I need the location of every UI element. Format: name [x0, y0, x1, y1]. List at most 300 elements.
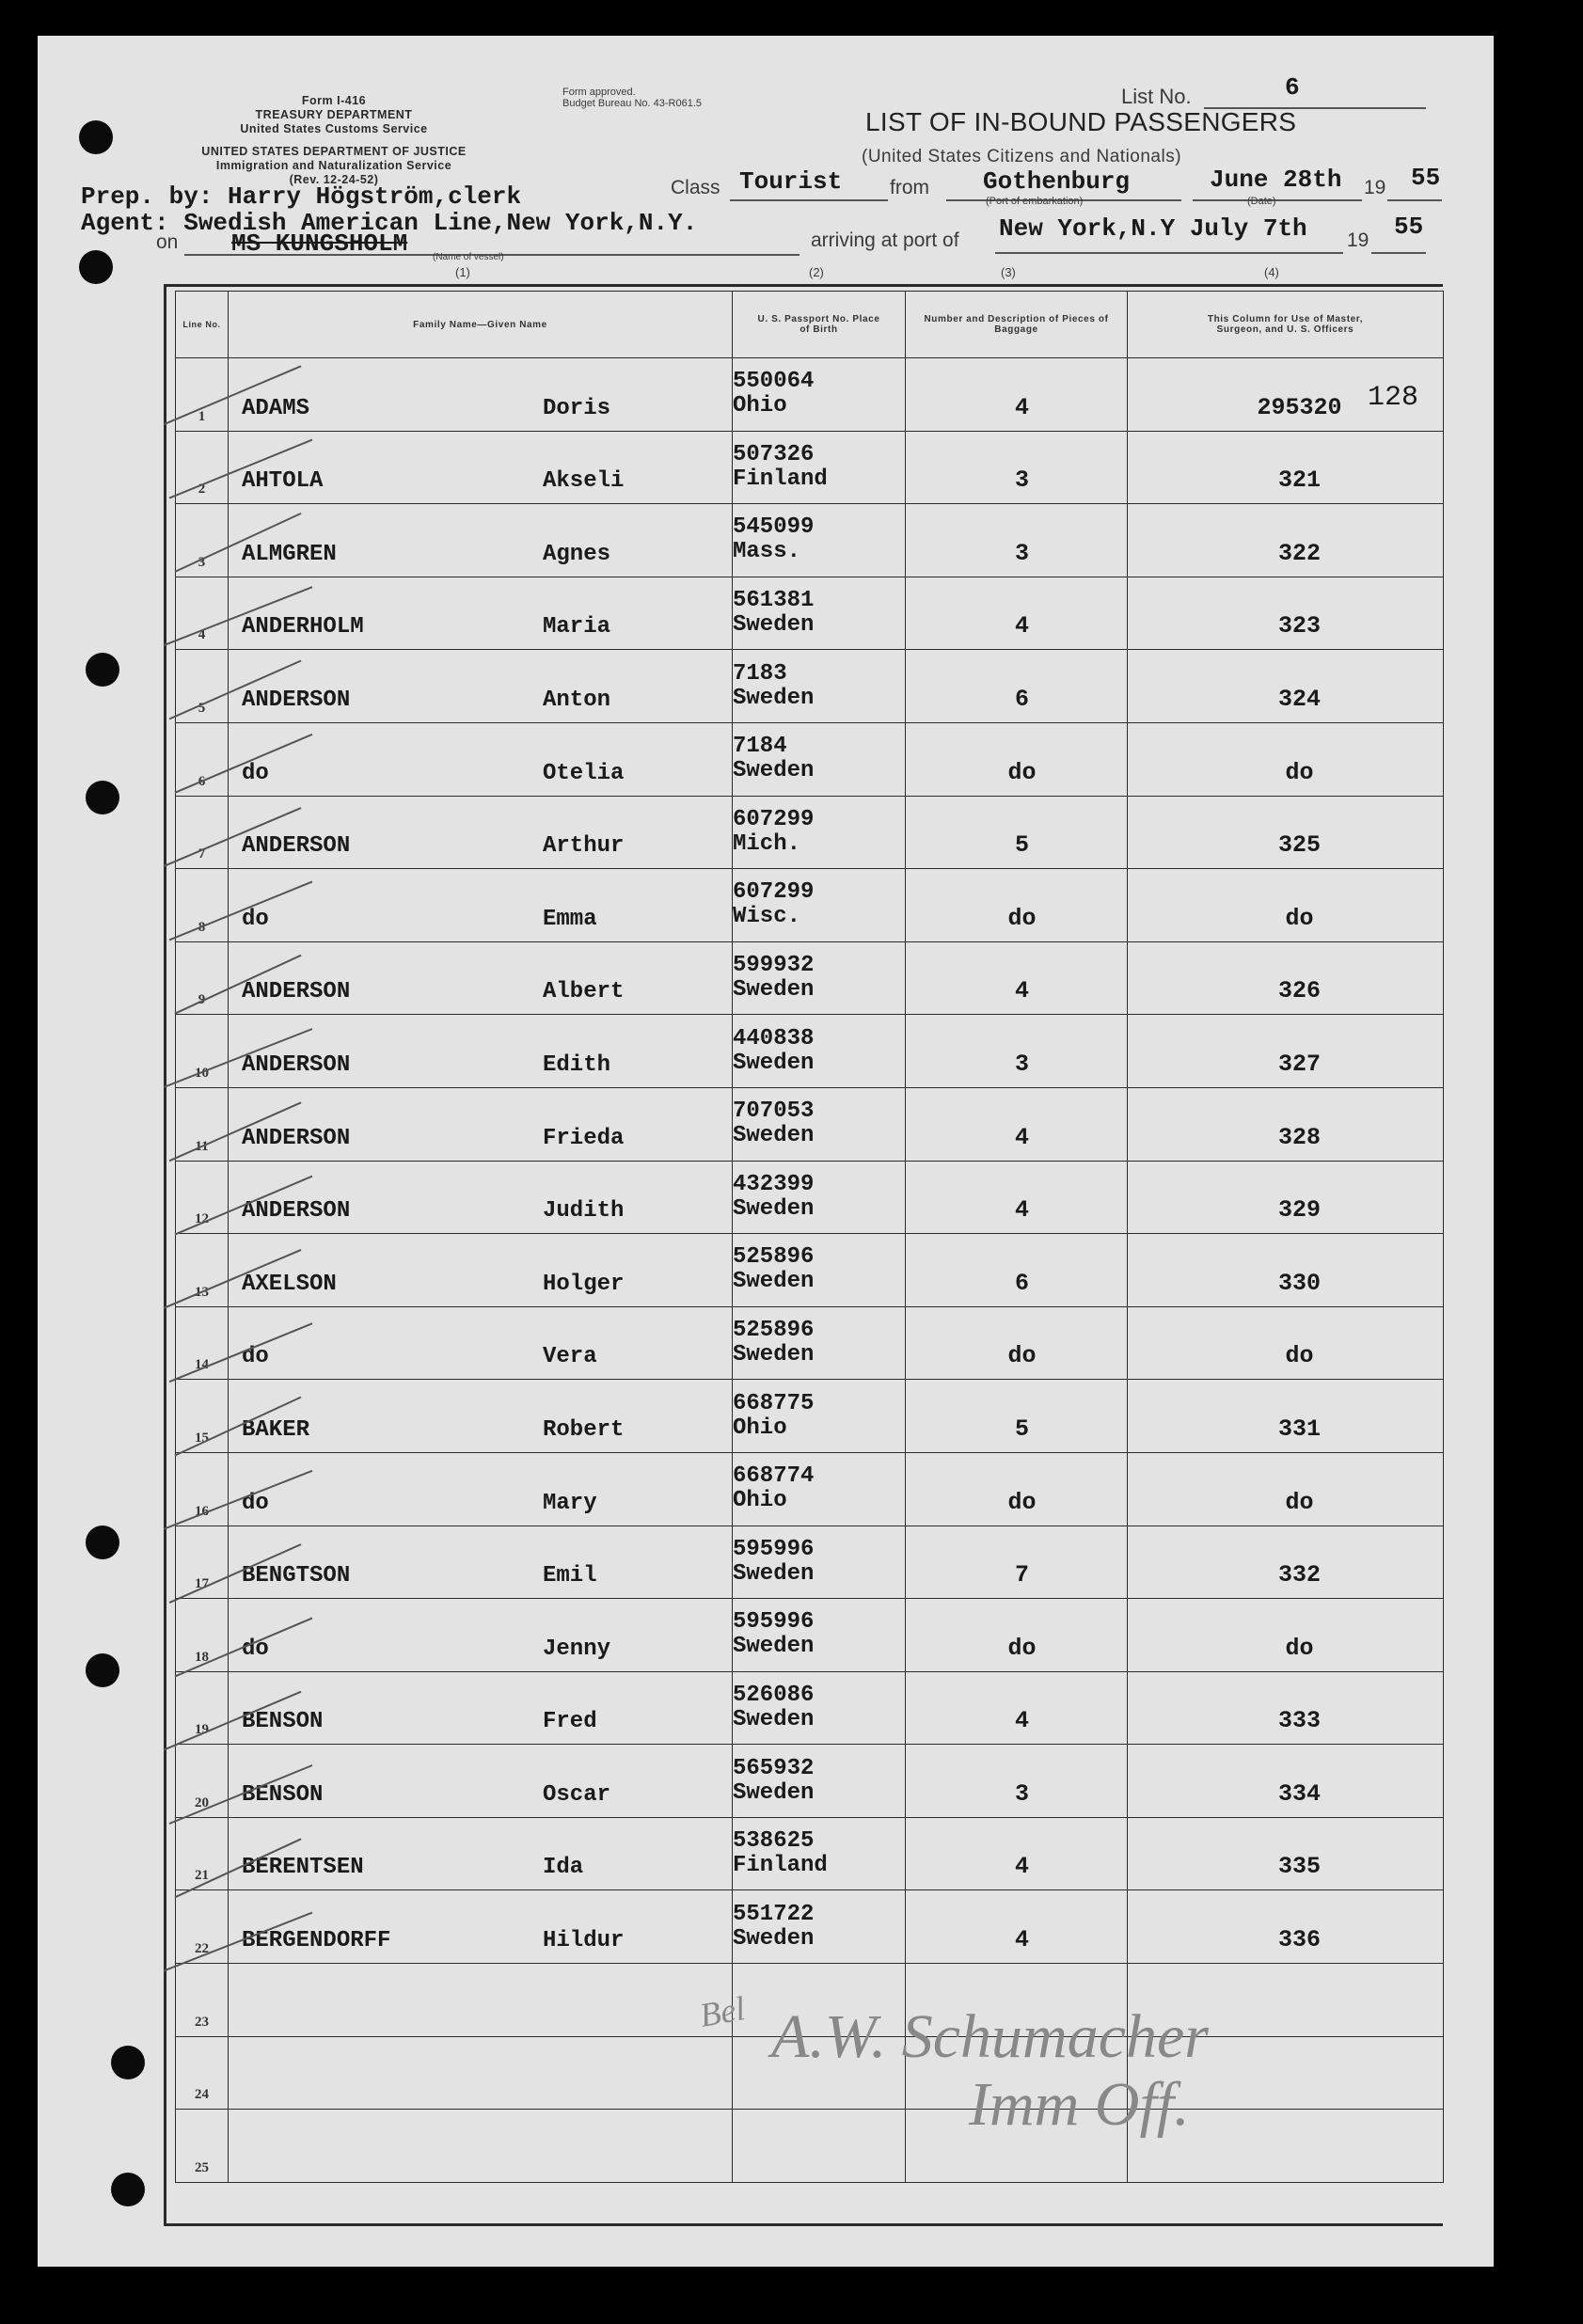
baggage-cell [906, 1015, 1128, 1088]
officer-number: 329 [1277, 1196, 1321, 1225]
place-of-birth: Sweden [733, 612, 815, 639]
baggage-cell [906, 1452, 1128, 1526]
line-number-value: 15 [195, 1430, 209, 1446]
officer-cell [1128, 1306, 1444, 1380]
col-num-3: (3) [1001, 265, 1016, 279]
officer-cell [1128, 1526, 1444, 1599]
baggage-count: 4 [1014, 1196, 1029, 1225]
name-cell [229, 2036, 733, 2110]
year-underline [1387, 199, 1442, 201]
date-caption: (Date) [1247, 196, 1276, 207]
officer-cell [1128, 1671, 1444, 1745]
passport-number: 7183 [733, 660, 787, 687]
passport-cell [733, 1452, 906, 1526]
departure-year: 55 [1411, 164, 1441, 192]
line-number-value: 20 [195, 1794, 209, 1810]
given-name: Akseli [543, 468, 625, 495]
binder-hole [111, 2173, 145, 2206]
treasury-department: TREASURY DEPARTMENT [255, 108, 413, 121]
binder-hole [111, 2046, 145, 2079]
passport-cell [733, 504, 906, 577]
name-cell [229, 1452, 733, 1526]
table-frame-left [164, 284, 166, 2223]
baggage-count: do [1007, 1488, 1037, 1516]
given-name: Agnes [543, 541, 611, 567]
binder-hole [79, 120, 113, 154]
baggage-cell [906, 941, 1128, 1015]
officer-number: do [1285, 1342, 1314, 1370]
passport-number: 507326 [733, 441, 815, 467]
passport-number: 545099 [733, 514, 815, 541]
line-number [176, 431, 229, 504]
passport-cell [733, 722, 906, 796]
baggage-cell [906, 1380, 1128, 1453]
place-of-birth: Sweden [733, 1779, 815, 1806]
family-name: BERENTSEN [242, 1855, 364, 1881]
passport-cell [733, 1599, 906, 1672]
table-row [176, 1234, 1444, 1307]
officer-number: 323 [1277, 612, 1321, 640]
baggage-cell [906, 1599, 1128, 1672]
binder-hole [86, 1653, 119, 1687]
baggage-count: do [1007, 758, 1037, 786]
baggage-cell [906, 796, 1128, 869]
passport-cell [733, 577, 906, 650]
officer-cell [1128, 431, 1444, 504]
given-name: Maria [543, 614, 611, 640]
family-name: BENGTSON [242, 1563, 351, 1589]
officer-number: do [1285, 758, 1314, 786]
baggage-cell [906, 650, 1128, 723]
given-name: Robert [543, 1416, 625, 1443]
family-name: AHTOLA [242, 468, 324, 495]
given-name: Otelia [543, 760, 625, 786]
name-cell [229, 1890, 733, 1964]
line-number [176, 1964, 229, 2037]
family-name: BAKER [242, 1416, 310, 1443]
line-number-value: 4 [198, 627, 206, 643]
passport-number: 551722 [733, 1901, 815, 1927]
table-row [176, 722, 1444, 796]
passport-number: 595996 [733, 1536, 815, 1562]
place-of-birth: Finland [733, 1853, 828, 1879]
place-of-birth: Ohio [733, 393, 787, 419]
officer-cell [1128, 722, 1444, 796]
line-number [176, 869, 229, 942]
vessel-name: MS KUNGSHOLM [231, 229, 408, 258]
given-name: Emma [543, 906, 597, 932]
baggage-count: 3 [1014, 539, 1029, 567]
table-row [176, 1890, 1444, 1964]
table-row [176, 1671, 1444, 1745]
passport-cell [733, 1526, 906, 1599]
passport-cell [733, 1015, 906, 1088]
passport-number: 668775 [733, 1390, 815, 1416]
officer-number: 322 [1277, 539, 1321, 567]
arriving-label: arriving at port of [811, 229, 959, 251]
line-number-value: 11 [195, 1138, 209, 1154]
line-number-value: 9 [198, 992, 206, 1008]
officer-cell [1128, 1817, 1444, 1890]
officer-cell [1128, 1452, 1444, 1526]
baggage-count: 7 [1014, 1561, 1029, 1589]
line-number [176, 1015, 229, 1088]
baggage-count: 6 [1014, 1269, 1029, 1297]
passport-cell [733, 869, 906, 942]
form-number: Form I-416 [301, 94, 367, 107]
name-cell [229, 722, 733, 796]
baggage-cell [906, 1671, 1128, 1745]
given-name: Anton [543, 687, 611, 713]
name-cell [229, 650, 733, 723]
line-number-value: 1 [198, 408, 206, 424]
line-number-value: 19 [195, 1722, 209, 1738]
name-cell [229, 1671, 733, 1745]
passport-number: 526086 [733, 1682, 815, 1708]
line-number [176, 941, 229, 1015]
baggage-cell [906, 358, 1128, 432]
family-name: ANDERSON [242, 833, 351, 860]
table-row [176, 941, 1444, 1015]
table-row [176, 1526, 1444, 1599]
col-num-2: (2) [809, 265, 824, 279]
family-name: ADAMS [242, 395, 310, 421]
line-number [176, 1817, 229, 1890]
baggage-cell [906, 1526, 1128, 1599]
officer-number: 328 [1277, 1123, 1321, 1151]
customs-service: United States Customs Service [240, 122, 428, 135]
line-number [176, 1745, 229, 1818]
baggage-cell [906, 1745, 1128, 1818]
col-num-1: (1) [455, 265, 470, 279]
given-name: Judith [543, 1198, 625, 1225]
line-number-value: 2 [198, 482, 206, 498]
name-cell [229, 1306, 733, 1380]
year-prefix-arrival: 19 [1347, 229, 1369, 251]
name-cell [229, 1380, 733, 1453]
line-number [176, 1306, 229, 1380]
passport-cell [733, 650, 906, 723]
table-row [176, 1015, 1444, 1088]
officer-number: 333 [1277, 1707, 1321, 1735]
class-label: Class [671, 177, 720, 198]
line-number [176, 1087, 229, 1161]
class-value: Tourist [739, 167, 843, 196]
table-row [176, 1599, 1444, 1672]
place-of-birth: Mich. [733, 830, 801, 857]
budget-bureau-number: Budget Bureau No. 43-R061.5 [562, 98, 702, 109]
line-number-value: 3 [198, 554, 206, 570]
officer-number: 332 [1277, 1561, 1321, 1589]
binder-hole [86, 653, 119, 687]
baggage-cell [906, 577, 1128, 650]
passport-cell [733, 1817, 906, 1890]
baggage-count: 4 [1014, 1123, 1029, 1151]
baggage-count: 4 [1014, 1707, 1029, 1735]
officer-number: do [1285, 1488, 1314, 1516]
baggage-count: 4 [1014, 612, 1029, 640]
port-embarkation: Gothenburg [983, 167, 1131, 196]
date-underline [1193, 199, 1362, 201]
binder-hole [86, 1526, 119, 1559]
name-cell [229, 1745, 733, 1818]
line-number-value: 16 [195, 1503, 209, 1519]
vessel-caption: (Name of vessel) [433, 252, 504, 262]
given-name: Albert [543, 979, 625, 1005]
header-line-no: Line No. [176, 292, 229, 358]
passport-number: 440838 [733, 1025, 815, 1051]
passport-number: 538625 [733, 1828, 815, 1855]
given-name: Mary [543, 1490, 597, 1516]
page-title: LIST OF IN-BOUND PASSENGERS [865, 107, 1297, 136]
family-name: do [242, 906, 269, 932]
baggage-cell [906, 504, 1128, 577]
line-number [176, 2110, 229, 2183]
line-number-value: 7 [198, 846, 206, 862]
family-name: BERGENDORFF [242, 1928, 391, 1954]
port-embarkation-caption: (Port of embarkation) [986, 196, 1084, 207]
baggage-cell [906, 1161, 1128, 1234]
margin-note: 128 [1368, 382, 1419, 414]
line-number [176, 722, 229, 796]
signature-prefix: Bel [696, 1989, 749, 2034]
agency-block [160, 145, 508, 187]
line-number [176, 1671, 229, 1745]
name-cell [229, 358, 733, 432]
table-row [176, 1161, 1444, 1234]
officer-cell [1128, 1087, 1444, 1161]
name-cell [229, 869, 733, 942]
name-cell [229, 577, 733, 650]
passport-cell [733, 796, 906, 869]
baggage-cell [906, 869, 1128, 942]
passenger-table [175, 291, 1444, 2183]
baggage-count: do [1007, 1634, 1037, 1662]
given-name: Vera [543, 1344, 597, 1370]
list-no-label: List No. [1121, 85, 1192, 108]
name-cell [229, 1599, 733, 1672]
port-arrival-underline [995, 252, 1343, 254]
baggage-count [906, 2173, 1127, 2182]
name-cell [229, 504, 733, 577]
place-of-birth: Ohio [733, 1488, 787, 1514]
baggage-count: 3 [1014, 1779, 1029, 1808]
table-row [176, 358, 1444, 432]
agent-line: Agent: Swedish American Line,New York,N.Y. [81, 209, 698, 237]
passport-number: 525896 [733, 1318, 815, 1344]
officer-cell [1128, 1380, 1444, 1453]
officer-number: 334 [1277, 1779, 1321, 1808]
line-number [176, 1380, 229, 1453]
baggage-count: 5 [1014, 1415, 1029, 1443]
line-number-value: 14 [195, 1357, 209, 1373]
from-label: from [890, 177, 929, 198]
line-number-value: 24 [195, 2087, 209, 2103]
passport-cell [733, 1380, 906, 1453]
name-cell [229, 941, 733, 1015]
line-number [176, 1161, 229, 1234]
form-approved-block [562, 87, 702, 109]
officer-number: 336 [1277, 1926, 1321, 1954]
arrival-year: 55 [1394, 213, 1424, 241]
prepared-by: Prep. by: Harry Högström,clerk [81, 182, 522, 211]
officer-cell [1128, 796, 1444, 869]
given-name: Ida [543, 1855, 584, 1881]
line-number-value: 12 [195, 1211, 209, 1227]
place-of-birth: Sweden [733, 1195, 815, 1222]
line-number-value: 18 [195, 1649, 209, 1665]
family-name: do [242, 760, 269, 786]
place-of-birth: Sweden [733, 1123, 815, 1149]
table-row [176, 577, 1444, 650]
passport-cell [733, 1671, 906, 1745]
officer-cell [1128, 577, 1444, 650]
name-cell [229, 1015, 733, 1088]
passport-cell [733, 1161, 906, 1234]
officer-cell [1128, 1745, 1444, 1818]
list-no-value: 6 [1285, 73, 1300, 102]
table-row [176, 1452, 1444, 1526]
line-number [176, 1234, 229, 1307]
family-name: do [242, 1636, 269, 1662]
passport-cell [733, 1306, 906, 1380]
passport-number: 525896 [733, 1244, 815, 1271]
family-name: ANDERSON [242, 1198, 351, 1225]
officer-signature: A.W. Schumacher [771, 2002, 1209, 2071]
passport-cell [733, 358, 906, 432]
page-subtitle: (United States Citizens and Nationals) [862, 147, 1182, 166]
officer-cell [1128, 1234, 1444, 1307]
place-of-birth: Sweden [733, 1342, 815, 1368]
header-passport: U. S. Passport No. Place of Birth [733, 292, 906, 358]
baggage-cell [906, 1234, 1128, 1307]
officer-title: Imm Off. [969, 2070, 1190, 2139]
passport-cell [733, 1087, 906, 1161]
officer-number: do [1285, 904, 1314, 932]
place-of-birth: Sweden [733, 1269, 815, 1295]
line-number [176, 1452, 229, 1526]
family-name: BENSON [242, 1781, 324, 1808]
on-label: on [156, 231, 179, 253]
line-number [176, 1599, 229, 1672]
passport-number: 668774 [733, 1463, 815, 1490]
baggage-cell [906, 1087, 1128, 1161]
given-name: Oscar [543, 1781, 611, 1808]
family-name: do [242, 1490, 269, 1516]
table-row [176, 1087, 1444, 1161]
table-row [176, 2110, 1444, 2183]
family-name: ANDERSON [242, 1125, 351, 1151]
line-number-value: 13 [195, 1284, 209, 1300]
table-row [176, 431, 1444, 504]
family-name: ALMGREN [242, 541, 337, 567]
place-of-birth: Sweden [733, 1706, 815, 1732]
name-cell [229, 1964, 733, 2037]
baggage-count: 4 [1014, 1926, 1029, 1954]
line-number [176, 1890, 229, 1964]
passport-number: 599932 [733, 953, 815, 979]
given-name: Emil [543, 1563, 597, 1589]
family-name: ANDERSON [242, 687, 351, 713]
departure-date: June 28th [1210, 166, 1342, 194]
family-name: ANDERSON [242, 1051, 351, 1078]
passport-cell [733, 2110, 906, 2183]
table-row [176, 504, 1444, 577]
officer-number: 331 [1277, 1415, 1321, 1443]
table-row [176, 650, 1444, 723]
baggage-cell [906, 1306, 1128, 1380]
given-name: Frieda [543, 1125, 625, 1151]
officer-cell [1128, 1599, 1444, 1672]
officer-number: 325 [1277, 831, 1321, 860]
place-of-birth: Ohio [733, 1415, 787, 1441]
baggage-count: do [1007, 904, 1037, 932]
officer-cell [1128, 869, 1444, 942]
class-underline [730, 199, 888, 201]
officer-number: 330 [1277, 1269, 1321, 1297]
name-cell [229, 1817, 733, 1890]
officer-number: 324 [1277, 685, 1321, 713]
form-approved: Form approved. [562, 87, 636, 98]
place-of-birth: Mass. [733, 539, 801, 565]
given-name: Hildur [543, 1928, 625, 1954]
name-cell [229, 2110, 733, 2183]
revision-date: (Rev. 12-24-52) [289, 173, 379, 186]
passport-number: 565932 [733, 1755, 815, 1781]
given-name: Holger [543, 1271, 625, 1297]
family-name: do [242, 1344, 269, 1370]
officer-cell [1128, 650, 1444, 723]
place-of-birth: Sweden [733, 1925, 815, 1952]
table-frame-top [166, 284, 1443, 287]
baggage-count: 4 [1014, 1853, 1029, 1881]
line-number [176, 504, 229, 577]
passport-number: 607299 [733, 879, 815, 906]
line-number-value: 10 [195, 1065, 209, 1081]
col-num-4: (4) [1264, 265, 1279, 279]
line-number [176, 796, 229, 869]
line-number-value: 25 [195, 2159, 209, 2175]
binder-hole [79, 250, 113, 284]
officer-number: 327 [1277, 1050, 1321, 1078]
name-cell [229, 1161, 733, 1234]
line-number-value: 5 [198, 700, 206, 716]
line-number-value: 8 [198, 919, 206, 935]
table-row [176, 1745, 1444, 1818]
line-number [176, 358, 229, 432]
header-baggage: Number and Description of Pieces of Baggage [906, 292, 1128, 358]
officer-cell [1128, 941, 1444, 1015]
baggage-count: 3 [1014, 1050, 1029, 1078]
baggage-count: 4 [1014, 393, 1029, 421]
place-of-birth: Sweden [733, 977, 815, 1004]
name-cell [229, 1526, 733, 1599]
form-id-block [188, 94, 480, 136]
line-number-value: 17 [195, 1576, 209, 1592]
passport-number: 7184 [733, 734, 787, 760]
place-of-birth: Finland [733, 466, 828, 492]
officer-number: 321 [1277, 466, 1321, 495]
given-name: Doris [543, 395, 611, 421]
passport-cell [733, 1890, 906, 1964]
given-name: Fred [543, 1709, 597, 1735]
place-of-birth: Sweden [733, 685, 815, 711]
baggage-count: do [1007, 1342, 1037, 1370]
passport-number: 707053 [733, 1099, 815, 1125]
baggage-cell [906, 722, 1128, 796]
passport-number: 550064 [733, 369, 815, 395]
officer-cell [1128, 504, 1444, 577]
